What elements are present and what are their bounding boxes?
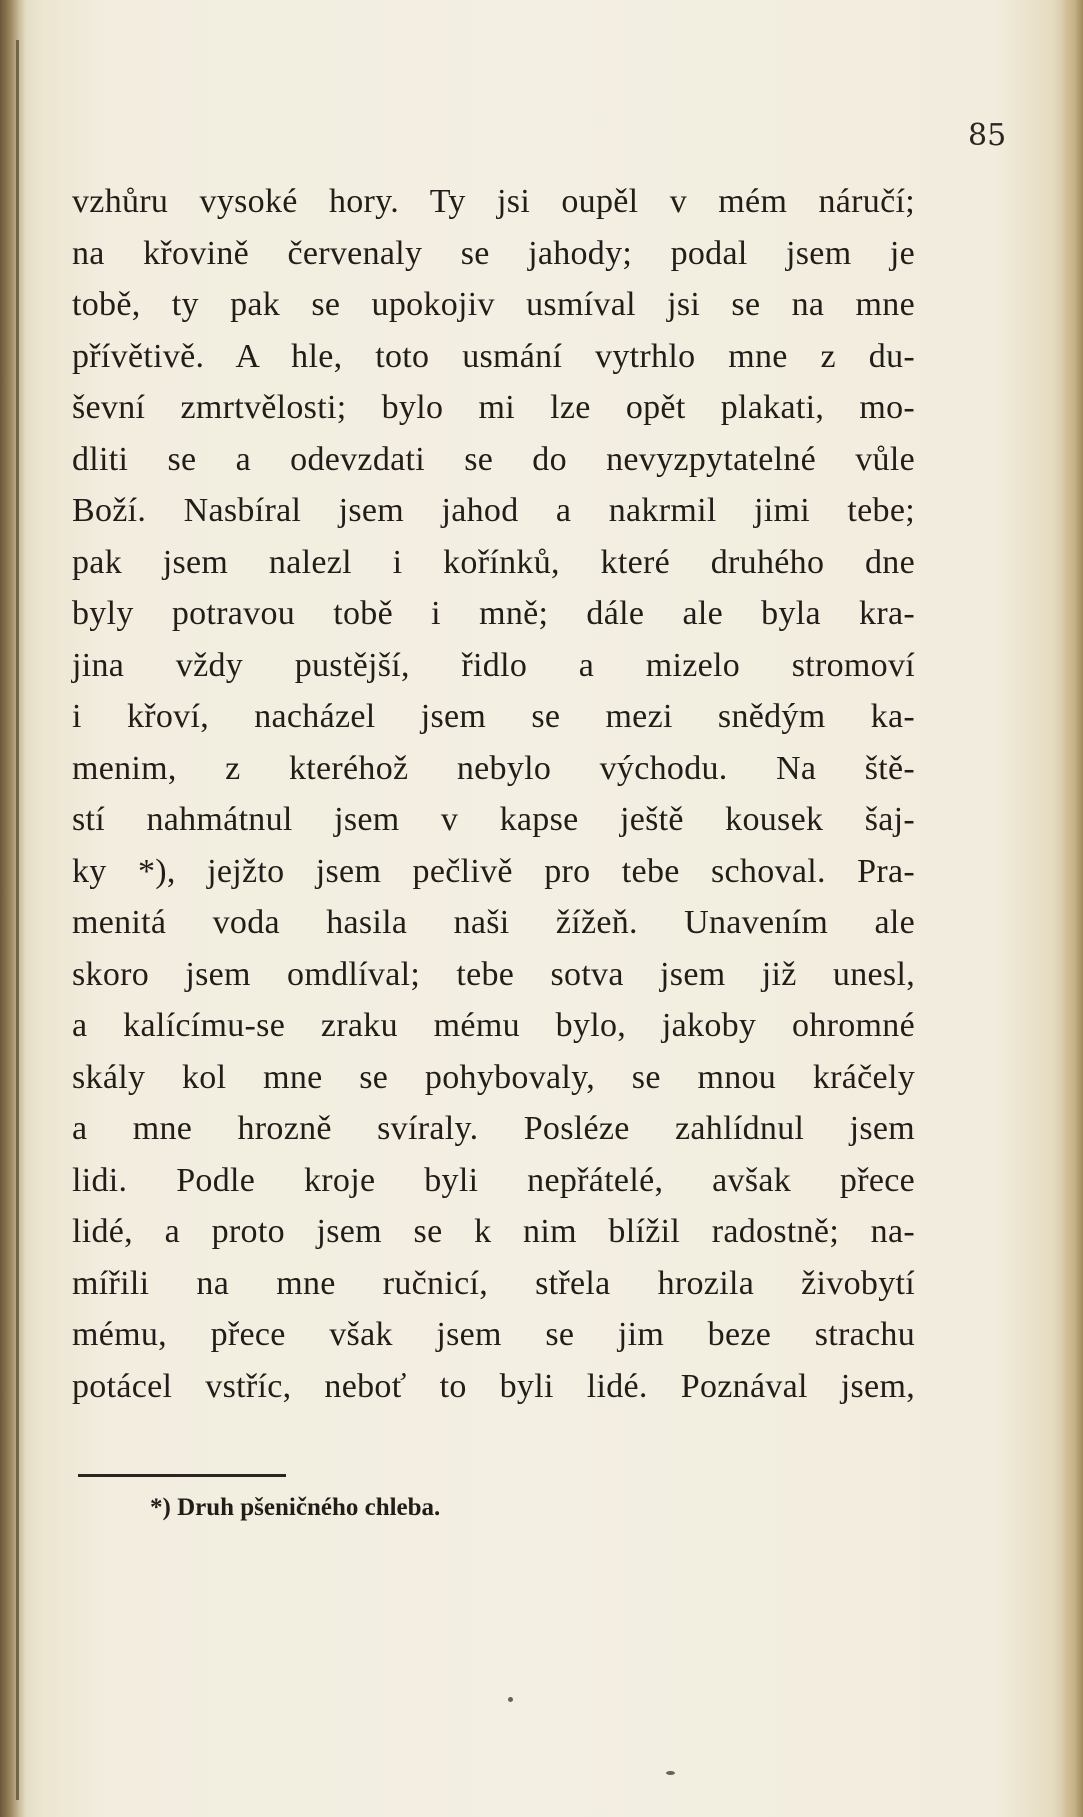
page-number: 85 — [968, 118, 1007, 153]
text-line: jina vždy pustější, řidlo a mizelo stromoví — [72, 646, 915, 684]
text-line: mířili na mne ručnicí, střela hrozila živobytí — [72, 1264, 915, 1302]
text-line: přívětivě. A hle, toto usmání vytrhlo mne z du- — [72, 337, 915, 375]
print-speck — [508, 1697, 513, 1702]
spine-shadow-line — [16, 40, 19, 1800]
text-line: mému, přece však jsem se jim beze strachu — [72, 1316, 915, 1353]
text-line: vzhůru vysoké hory. Ty jsi oupěl v mém náručí; — [72, 183, 915, 220]
text-line: Boží. Nasbíral jsem jahod a nakrmil jimi tebe; — [72, 492, 915, 529]
text-line: i křoví, nacházel jsem se mezi snědým ka- — [72, 698, 915, 735]
text-line: ky *), jejžto jsem pečlivě pro tebe schoval. Pra- — [72, 852, 915, 890]
text-line: dliti se a odevzdati se do nevyzpytatelné vůle — [72, 440, 915, 478]
text-line: ševní zmrtvělosti; bylo mi lze opět plakati, mo- — [72, 389, 915, 426]
text-line: stí nahmátnul jsem v kapse ještě kousek šaj- — [72, 801, 915, 838]
text-line: lidé, a proto jsem se k nim blížil radostně; na- — [72, 1213, 915, 1250]
text-line: a kalícímu-se zraku mému bylo, jakoby ohromné — [72, 1007, 915, 1044]
text-line: potácel vstříc, neboť to byli lidé. Poznával jsem, — [72, 1367, 915, 1405]
text-line: menim, z kteréhož nebylo východu. Na ště- — [72, 749, 915, 787]
page-edge — [1061, 0, 1083, 1817]
text-line: lidi. Podle kroje byli nepřátelé, avšak přece — [72, 1161, 915, 1199]
footnote: *) Druh pšeničného chleba. — [150, 1494, 441, 1521]
text-line: menitá voda hasila naši žížeň. Unavením ale — [72, 904, 915, 941]
body-text — [72, 176, 915, 1412]
footnote-rule — [78, 1474, 286, 1477]
text-line: na křovině červenaly se jahody; podal jsem je — [72, 234, 915, 272]
text-line: pak jsem nalezl i kořínků, které druhého dne — [72, 543, 915, 581]
book-spine — [0, 0, 26, 1817]
text-line: a mne hrozně svíraly. Posléze zahlídnul jsem — [72, 1110, 915, 1147]
print-speck — [666, 1771, 675, 1775]
text-line: skoro jsem omdlíval; tebe sotva jsem již unesl, — [72, 955, 915, 993]
text-line: skály kol mne se pohybovaly, se mnou kráčely — [72, 1058, 915, 1096]
text-line: byly potravou tobě i mně; dále ale byla kra- — [72, 595, 915, 632]
text-line: tobě, ty pak se upokojiv usmíval jsi se na mne — [72, 286, 915, 323]
